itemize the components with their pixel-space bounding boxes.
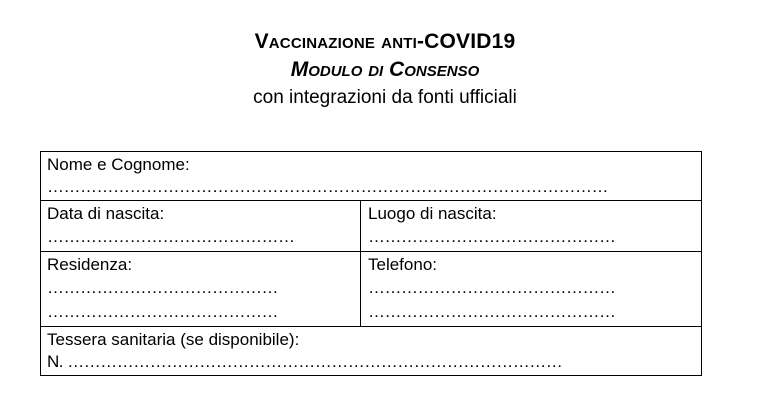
birthdate-label: Data di nascita: <box>47 204 165 223</box>
birthplace-label: Luogo di nascita: <box>368 204 497 223</box>
name-field[interactable]: ………………………………………………………………………………………… <box>47 177 608 196</box>
residence-field-line2[interactable]: …………………………………… <box>47 302 278 321</box>
row-divider <box>41 326 701 327</box>
health-card-label: Tessera sanitaria (se disponibile): <box>47 330 300 349</box>
residence-label: Residenza: <box>47 255 133 274</box>
birthdate-field[interactable]: ……………………………………… <box>47 227 295 246</box>
form-subtitle: Modulo di Consenso <box>290 58 480 81</box>
phone-field-line1[interactable]: ……………………………………… <box>368 278 616 297</box>
residence-field-line1[interactable]: …………………………………… <box>47 278 278 297</box>
row-divider <box>41 251 701 252</box>
name-label: Nome e Cognome: <box>47 155 190 174</box>
phone-field-line2[interactable]: ……………………………………… <box>368 302 616 321</box>
health-card-field[interactable]: N. ……………………………………………………………………………… <box>47 352 563 371</box>
personal-data-table <box>40 151 702 376</box>
birthplace-field[interactable]: ……………………………………… <box>368 227 616 246</box>
column-divider <box>360 200 361 326</box>
row-divider <box>41 200 701 201</box>
form-title: Vaccinazione anti-COVID19 <box>254 30 516 53</box>
phone-label: Telefono: <box>368 255 437 274</box>
form-note: con integrazioni da fonti ufficiali <box>253 87 517 108</box>
